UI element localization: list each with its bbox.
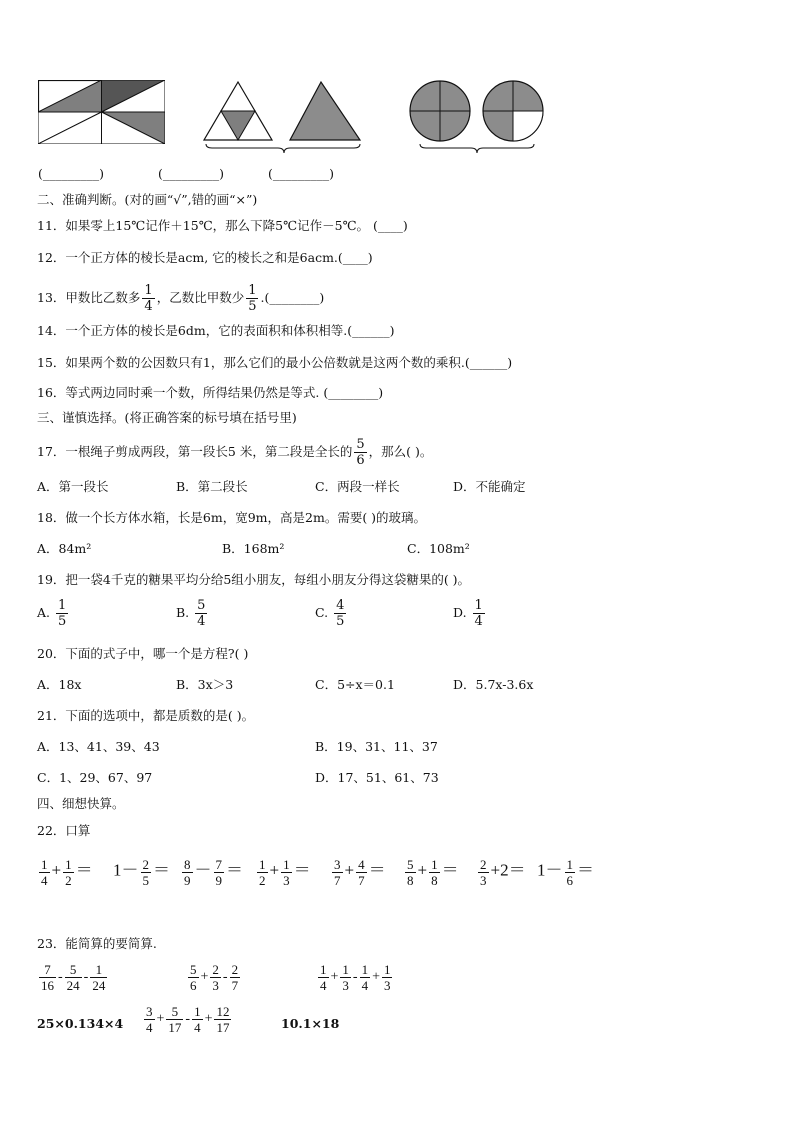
operator: + [417, 860, 428, 880]
numerator: 1 [194, 1004, 201, 1019]
numerator: 1 [383, 962, 391, 977]
expr-prefix: 1－ [537, 860, 563, 880]
question-21: 21．下面的选项中，都是质数的是( )。 [37, 708, 255, 723]
operator: + [51, 860, 62, 880]
denominator: 7 [231, 978, 239, 993]
operator: - [185, 1011, 191, 1027]
fraction [195, 598, 207, 629]
calc-expr-1 [37, 962, 109, 993]
oral-expr-7 [476, 857, 526, 888]
equals-sign: ＝ [153, 860, 170, 880]
q18-option-c: C．108m² [407, 541, 470, 556]
numerator: 1 [566, 857, 573, 872]
operator: - [222, 969, 228, 985]
numerator: 2 [142, 857, 149, 872]
fraction [56, 598, 68, 629]
numerator: 5 [190, 962, 197, 977]
denominator: 9 [215, 873, 222, 888]
numerator: 1 [259, 857, 266, 872]
operator: + [344, 860, 355, 880]
denominator: 5 [248, 299, 257, 314]
q17-option-b: B．第二段长 [176, 479, 248, 494]
denominator: 6 [566, 873, 573, 888]
question-14: 14．一个正方体的棱长是6dm，它的表面积和体积相等.(______) [37, 323, 395, 338]
numerator: 5 [197, 598, 206, 613]
question-17 [37, 437, 432, 468]
numerator: 2 [231, 962, 239, 977]
denominator: 4 [361, 978, 369, 993]
oral-expr-4 [255, 857, 311, 888]
numerator: 5 [356, 437, 365, 452]
denominator: 2 [65, 873, 72, 888]
denominator: 9 [184, 873, 191, 888]
denominator: 7 [358, 873, 365, 888]
q13-text-c: .(________) [260, 290, 325, 305]
numerator: 5 [171, 1004, 179, 1019]
q17-text-a: 17．一根绳子剪成两段，第一段长5 米，第二段是全长的 [37, 444, 353, 459]
option-label: B. [176, 605, 190, 620]
fraction [142, 283, 154, 314]
equals-sign: ＝ [293, 860, 311, 880]
denominator: 3 [212, 978, 219, 993]
question-23-title: 23．能简算的要简算. [37, 936, 157, 951]
operator: + [269, 860, 280, 880]
fraction [334, 598, 346, 629]
oral-expr-5 [330, 857, 386, 888]
numerator: 2 [212, 962, 219, 977]
denominator: 5 [336, 614, 345, 629]
operator: + [200, 969, 209, 985]
denominator: 3 [383, 978, 391, 993]
figure-answer-blank: (_________) [268, 166, 335, 181]
q20-option-a: A．18x [37, 677, 82, 692]
numerator: 12 [216, 1004, 230, 1019]
triangles-figure [200, 78, 370, 158]
q21-option-a: A．13、41、39、43 [37, 739, 160, 754]
numerator: 7 [215, 857, 222, 872]
denominator: 8 [407, 873, 414, 888]
numerator: 1 [431, 857, 438, 872]
calc-expr-2 [186, 962, 242, 993]
oral-expr-2 [113, 857, 170, 888]
oral-expr-6 [403, 857, 459, 888]
operator: - [352, 969, 358, 985]
equals-sign: ＝ [441, 860, 459, 880]
operator: + [330, 969, 339, 985]
denominator: 4 [41, 873, 48, 888]
expr-suffix: +2＝ [490, 860, 526, 880]
numerator: 1 [65, 857, 72, 872]
denominator: 3 [342, 978, 349, 993]
numerator: 8 [184, 857, 191, 872]
numerator: 1 [342, 962, 349, 977]
numerator: 1 [58, 598, 67, 613]
denominator: 24 [66, 978, 80, 993]
oral-expr-1 [37, 857, 93, 888]
q20-option-c: C．5÷x＝0.1 [315, 677, 395, 692]
fraction [473, 598, 485, 629]
equals-sign: ＝ [226, 860, 243, 880]
q20-option-b: B．3x＞3 [176, 677, 234, 692]
equals-sign: ＝ [368, 860, 386, 880]
q19-option-a [37, 598, 70, 629]
numerator: 1 [95, 962, 103, 977]
question-15: 15．如果两个数的公因数只有1，那么它们的最小公倍数就是这两个数的乘积.(______) [37, 355, 513, 370]
q20-option-d: D．5.7x-3.6x [453, 677, 534, 692]
denominator: 3 [480, 873, 487, 888]
q21-option-d: D．17、51、61、73 [315, 770, 439, 785]
denominator: 17 [168, 1020, 182, 1035]
rectangle-figure [38, 80, 165, 144]
numerator: 7 [44, 962, 51, 977]
numerator: 1 [248, 283, 257, 298]
operator: － [194, 860, 212, 880]
denominator: 7 [334, 873, 341, 888]
numerator: 1 [144, 283, 153, 298]
section-4-title: 四、细想快算。 [37, 796, 125, 811]
q19-option-c [315, 598, 348, 629]
question-12: 12．一个正方体的棱长是acm, 它的棱长之和是6acm.(____) [37, 250, 373, 265]
q17-option-a: A．第一段长 [37, 479, 109, 494]
question-22-title: 22．口算 [37, 823, 91, 838]
denominator: 4 [197, 614, 206, 629]
option-label: D. [453, 605, 467, 620]
oral-expr-8 [537, 857, 594, 888]
q21-option-c: C．1、29、67、97 [37, 770, 153, 785]
question-13 [37, 283, 324, 314]
denominator: 24 [92, 978, 106, 993]
calc-expr-3 [316, 962, 394, 993]
numerator: 1 [283, 857, 290, 872]
calc-expr-4: 25×0.134×4 [37, 1016, 124, 1031]
denominator: 4 [144, 299, 153, 314]
denominator: 8 [431, 873, 438, 888]
numerator: 5 [69, 962, 77, 977]
question-11: 11．如果零上15℃记作＋15℃，那么下降5℃记作－5℃。 (____) [37, 218, 408, 233]
question-18: 18．做一个长方体水箱，长是6m，宽9m，高是2m。需要( )的玻璃。 [37, 510, 427, 525]
denominator: 3 [283, 873, 290, 888]
denominator: 16 [41, 978, 54, 993]
numerator: 4 [336, 598, 345, 613]
numerator: 2 [480, 857, 487, 872]
denominator: 5 [58, 614, 67, 629]
denominator: 4 [474, 614, 483, 629]
option-label: C. [315, 605, 329, 620]
operator: + [156, 1011, 165, 1027]
calc-expr-5 [142, 1004, 233, 1035]
denominator: 17 [216, 1020, 230, 1035]
oral-expr-3 [180, 857, 243, 888]
denominator: 6 [190, 978, 197, 993]
operator: + [204, 1011, 213, 1027]
numerator: 3 [146, 1004, 153, 1019]
option-label: A. [37, 605, 51, 620]
q18-option-a: A．84m² [37, 541, 92, 556]
q19-option-b [176, 598, 209, 629]
denominator: 4 [194, 1020, 201, 1035]
numerator: 4 [358, 857, 365, 872]
denominator: 6 [356, 453, 365, 468]
q17-option-d: D．不能确定 [453, 479, 526, 494]
numerator: 1 [41, 857, 48, 872]
q17-option-c: C．两段一样长 [315, 479, 400, 494]
equals-sign: ＝ [577, 860, 594, 880]
section-3-title: 三、谨慎选择。(将正确答案的标号填在括号里) [37, 410, 297, 425]
section-2-title: 二、准确判断。(对的画“√”,错的画“×”) [37, 192, 258, 207]
fraction [354, 437, 366, 468]
denominator: 5 [142, 873, 149, 888]
q21-option-b: B．19、31、11、37 [315, 739, 438, 754]
numerator: 1 [361, 962, 369, 977]
equals-sign: ＝ [75, 860, 93, 880]
q13-text-b: ，乙数比甲数少 [156, 290, 245, 305]
figure-answer-blank: (_________) [158, 166, 225, 181]
q19-option-d [453, 598, 487, 629]
numerator: 1 [474, 598, 483, 613]
operator: + [372, 969, 380, 985]
circles-figure [405, 78, 550, 158]
figure-answer-blank: (_________) [38, 166, 105, 181]
denominator: 4 [146, 1020, 153, 1035]
q13-text-a: 13．甲数比乙数多 [37, 290, 141, 305]
q18-option-b: B．168m² [222, 541, 285, 556]
denominator: 4 [320, 978, 327, 993]
calc-expr-6: 10.1×18 [281, 1016, 340, 1031]
numerator: 5 [407, 857, 414, 872]
question-16: 16．等式两边同时乘一个数，所得结果仍然是等式. (________) [37, 385, 384, 400]
operator: - [58, 969, 63, 985]
question-19: 19．把一袋4千克的糖果平均分给5组小朋友，每组小朋友分得这袋糖果的( )。 [37, 572, 471, 587]
q17-text-b: ，那么( )。 [368, 444, 433, 459]
expr-prefix: 1－ [113, 860, 139, 880]
fraction [246, 283, 258, 314]
operator: - [83, 969, 89, 985]
numerator: 3 [334, 857, 341, 872]
numerator: 1 [320, 962, 327, 977]
denominator: 2 [259, 873, 266, 888]
question-20: 20．下面的式子中，哪一个是方程?( ) [37, 646, 249, 661]
